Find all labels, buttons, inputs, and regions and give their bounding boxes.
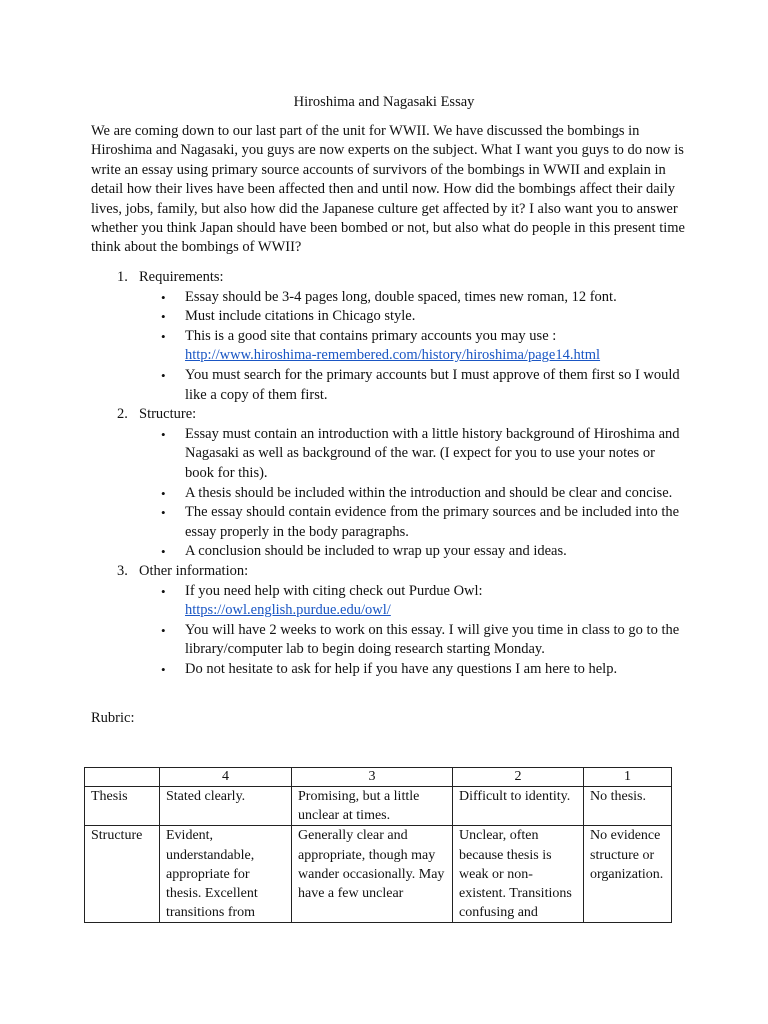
rubric-table: [84, 767, 672, 923]
bullet-icon: •: [161, 661, 166, 677]
bullet-icon: •: [161, 426, 166, 442]
section-heading: Structure:: [139, 406, 197, 423]
list-item: [139, 484, 687, 504]
bullet-icon: •: [161, 289, 166, 305]
table-cell: [584, 826, 672, 923]
list-item-text: A thesis should be included within the introduction and should be clear and concise.: [185, 484, 673, 501]
bullet-icon: •: [161, 505, 166, 521]
intro-paragraph: We are coming down to our last part of the unit for WWII. We have discussed the bombings in Hiroshima and Nagasaki, you guys are now experts on the subject. What I want you guys to do now is write an essay using primary source accounts of survivors of the bombings in WWII and explain in detail how their lives have been affected then and until now. How did the bombings affect their daily lives, jobs, family, but also how did the Japanese culture get affected by it? I also want you to answer whether you think Japan should have been bombed or not, but also what do people in this present time think about the bombings of WWII?: [91, 123, 685, 256]
list-item: [139, 288, 687, 308]
bullet-icon: •: [161, 583, 166, 599]
list-item: [139, 582, 687, 621]
list-item-text: Essay must contain an introduction with a little history background of Hiroshima and Nagasaki as well as background of the war. (I expect for you to use your notes or book for this).: [185, 425, 680, 481]
row-label: Thesis: [85, 787, 160, 826]
table-cell: Difficult to identity.: [453, 787, 584, 826]
list-item: [139, 425, 687, 484]
list-item: [139, 366, 687, 405]
list-item-text: Essay should be 3-4 pages long, double spaced, times new roman, 12 font.: [185, 288, 617, 305]
cell-text: Evident, understandable, appropriate for thesis. Excellent transitions from: [166, 828, 258, 921]
list-item-text: If you need help with citing check out Purdue Owl:: [185, 582, 483, 599]
bullet-icon: •: [161, 485, 166, 501]
cell-text: No evidence structure or organization.: [590, 828, 664, 882]
bullet-icon: •: [161, 622, 166, 638]
list-item-text: Must include citations in Chicago style.: [185, 308, 416, 325]
structure-bullets: [139, 425, 687, 562]
table-cell: No thesis.: [584, 787, 672, 826]
list-item: [139, 542, 687, 562]
table-row: [85, 787, 672, 826]
purdue-owl-link[interactable]: https://owl.english.purdue.edu/owl/: [185, 602, 391, 619]
requirements-list: [117, 268, 687, 679]
row-label: Structure: [85, 826, 160, 923]
table-row: [85, 826, 672, 923]
list-item-text: The essay should contain evidence from the primary sources and be included into the essay properly in the body paragraphs.: [185, 504, 680, 540]
list-item: [139, 327, 687, 366]
list-item-text: Do not hesitate to ask for help if you have any questions I am here to help.: [185, 660, 618, 677]
requirements-bullets: [139, 288, 687, 406]
header-cell: 3: [292, 768, 453, 787]
list-item: [139, 660, 687, 680]
section-other-information: [117, 562, 687, 680]
list-item-text: A conclusion should be included to wrap up your essay and ideas.: [185, 543, 567, 560]
header-cell: [85, 768, 160, 787]
table-cell: [292, 826, 453, 923]
list-item-text: You will have 2 weeks to work on this essay. I will give you time in class to go to the library/computer lab to begin doing research starting Monday.: [185, 621, 680, 658]
section-number: 1.: [117, 269, 128, 285]
table-cell: Promising, but a little unclear at times.: [292, 787, 453, 826]
bullet-icon: •: [161, 367, 166, 383]
table-header-row: [85, 768, 672, 787]
bullet-icon: •: [161, 328, 166, 344]
section-number: 3.: [117, 562, 128, 579]
section-heading: Requirements:: [139, 269, 224, 285]
table-cell: Stated clearly.: [160, 787, 292, 826]
hiroshima-remembered-link[interactable]: http://www.hiroshima-remembered.com/history/hiroshima/page14.html: [185, 347, 601, 364]
section-structure: [117, 405, 687, 562]
bullet-icon: •: [161, 544, 166, 560]
list-item: [139, 621, 687, 660]
header-cell: 1: [584, 768, 672, 787]
list-item-text: You must search for the primary accounts but I must approve of them first so I would like a copy of them first.: [185, 366, 680, 403]
section-heading: Other information:: [139, 562, 249, 579]
bullet-icon: •: [161, 309, 166, 325]
header-cell: 2: [453, 768, 584, 787]
other-info-bullets: [139, 582, 687, 680]
section-number: 2.: [117, 406, 128, 423]
list-item: [139, 503, 687, 542]
list-item-text: This is a good site that contains primary accounts you may use :: [185, 327, 557, 344]
rubric-label: Rubric:: [91, 710, 135, 726]
section-requirements: [117, 268, 687, 405]
table-cell: [160, 826, 292, 923]
table-cell: [453, 826, 584, 923]
list-item: [139, 307, 687, 327]
header-cell: 4: [160, 768, 292, 787]
document-title: Hiroshima and Nagasaki Essay: [293, 94, 475, 110]
cell-text: Generally clear and appropriate, though may wander occasionally. May have a few unclear: [298, 828, 445, 902]
cell-text: Unclear, often because thesis is weak or non-existent. Transitions confusing and: [459, 828, 572, 921]
